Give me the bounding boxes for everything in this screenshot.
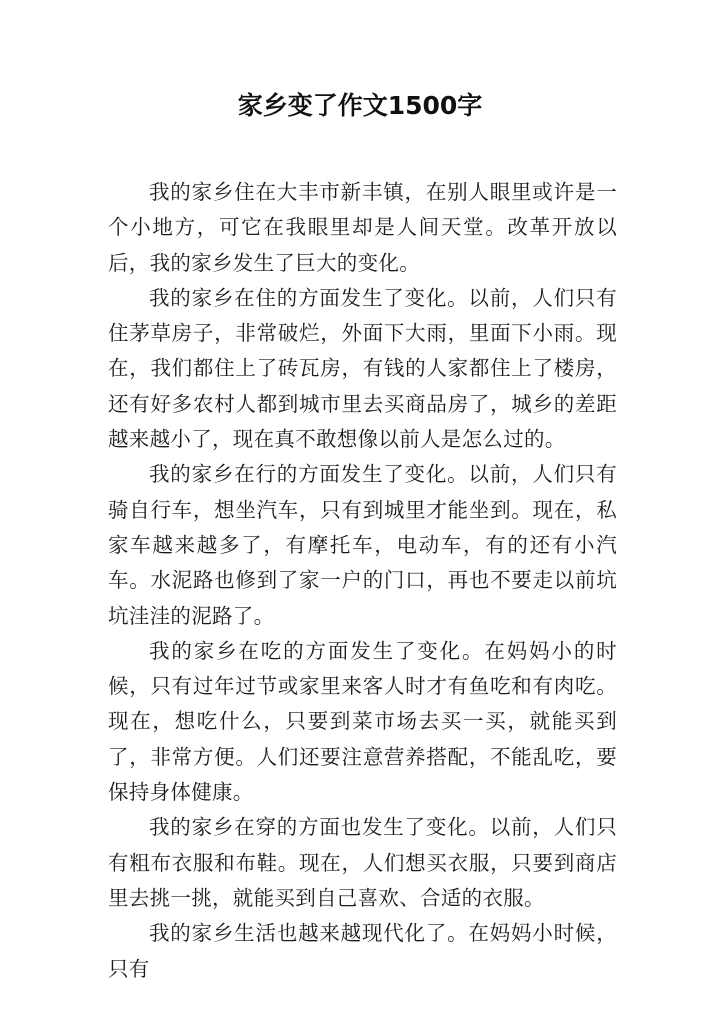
paragraph: 我的家乡生活也越来越现代化了。在妈妈小时候，只有: [108, 921, 617, 981]
paragraph: 我的家乡在行的方面发生了变化。以前，人们只有骑自行车，想坐汽车，只有到城里才能坐到。现在，私家车越来越多了，有摩托车，电动车，有的还有小汽车。水泥路也修到了家一户的门口，再也不要走以前坑坑洼洼的泥路了。: [108, 462, 617, 628]
document-body: [108, 175, 617, 987]
document-title: 家乡变了作文1500字: [237, 91, 483, 120]
paragraph: 我的家乡在穿的方面也发生了变化。以前，人们只有粗布衣服和布鞋。现在，人们想买衣服，只要到商店里去挑一挑，就能买到自己喜欢、合适的衣服。: [108, 815, 617, 910]
paragraph: 我的家乡在住的方面发生了变化。以前，人们只有住茅草房子，非常破烂，外面下大雨，里面下小雨。现在，我们都住上了砖瓦房，有钱的人家都住上了楼房，还有好多农村人都到城市里去买商品房了，城乡的差距越来越小了，现在真不敢想像以前人是怎么过的。: [108, 285, 617, 452]
paragraph: 我的家乡在吃的方面发生了变化。在妈妈小的时候，只有过年过节或家里来客人时才有鱼吃和有肉吃。现在，想吃什么，只要到菜市场去买一买，就能买到了，非常方便。人们还要注意营养搭配，不能乱吃，要保持身体健康。: [108, 638, 617, 805]
paragraph: 我的家乡住在大丰市新丰镇，在别人眼里或许是一个小地方，可它在我眼里却是人间天堂。改革开放以后，我的家乡发生了巨大的变化。: [108, 180, 617, 275]
